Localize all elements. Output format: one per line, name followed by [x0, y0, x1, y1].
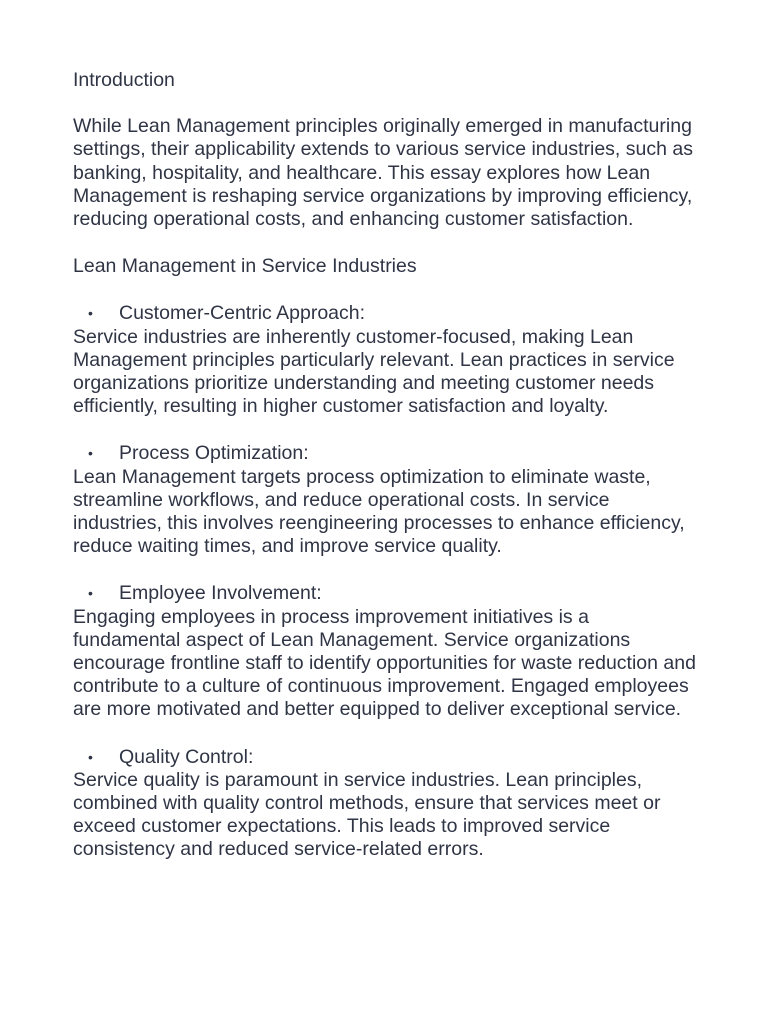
- item-title-process-optimization: Process Optimization:: [119, 442, 309, 465]
- bullet-line: [73, 582, 708, 605]
- bullet-icon: •: [88, 305, 93, 322]
- list-item: [73, 442, 708, 558]
- item-body-customer-centric: Service industries are inherently customer-focused, making Lean Management principles particularly relevant. Lean practices in service organizations prioritize understanding and meeting customer needs efficiently, resulting in higher customer satisfaction and loyalty.: [73, 325, 675, 418]
- item-title-quality-control: Quality Control:: [119, 745, 254, 768]
- item-title-customer-centric: Customer-Centric Approach:: [119, 302, 366, 325]
- list-item: [73, 582, 708, 721]
- item-title-employee-involvement: Employee Involvement:: [119, 582, 322, 605]
- bullet-icon: •: [88, 748, 93, 765]
- list-item: [73, 302, 708, 418]
- item-body-process-optimization: Lean Management targets process optimization to eliminate waste, streamline workflows, and reduce operational costs. In service industries, this involves reengineering processes to enhance efficiency, reduce waiting times, and improve service quality.: [73, 465, 685, 558]
- intro-paragraph: While Lean Management principles originally emerged in manufacturing settings, their applicability extends to various service industries, such as banking, hospitality, and healthcare. This essay explores how Lean Management is reshaping service organizations by improving efficiency, reducing operational costs, and enhancing customer satisfaction.: [73, 115, 693, 231]
- section-heading: Lean Management in Service Industries: [73, 255, 417, 278]
- item-body-quality-control: Service quality is paramount in service industries. Lean principles, combined with quality control methods, ensure that services meet or exceed customer expectations. This leads to improved service consistency and reduced service-related errors.: [73, 768, 661, 861]
- bullet-icon: •: [88, 585, 93, 602]
- list-item: [73, 746, 708, 862]
- bullet-line: [73, 442, 708, 465]
- bullet-line: [73, 746, 708, 769]
- bullet-icon: •: [88, 445, 93, 462]
- bullet-line: [73, 302, 708, 325]
- intro-heading: Introduction: [73, 69, 175, 91]
- item-body-employee-involvement: Engaging employees in process improvement initiatives is a fundamental aspect of Lean Management. Service organizations encourage frontline staff to identify opportunities for waste reduction and contribute to a culture of continuous improvement. Engaged employees are more motivated and better equipped to deliver exceptional service.: [73, 605, 696, 721]
